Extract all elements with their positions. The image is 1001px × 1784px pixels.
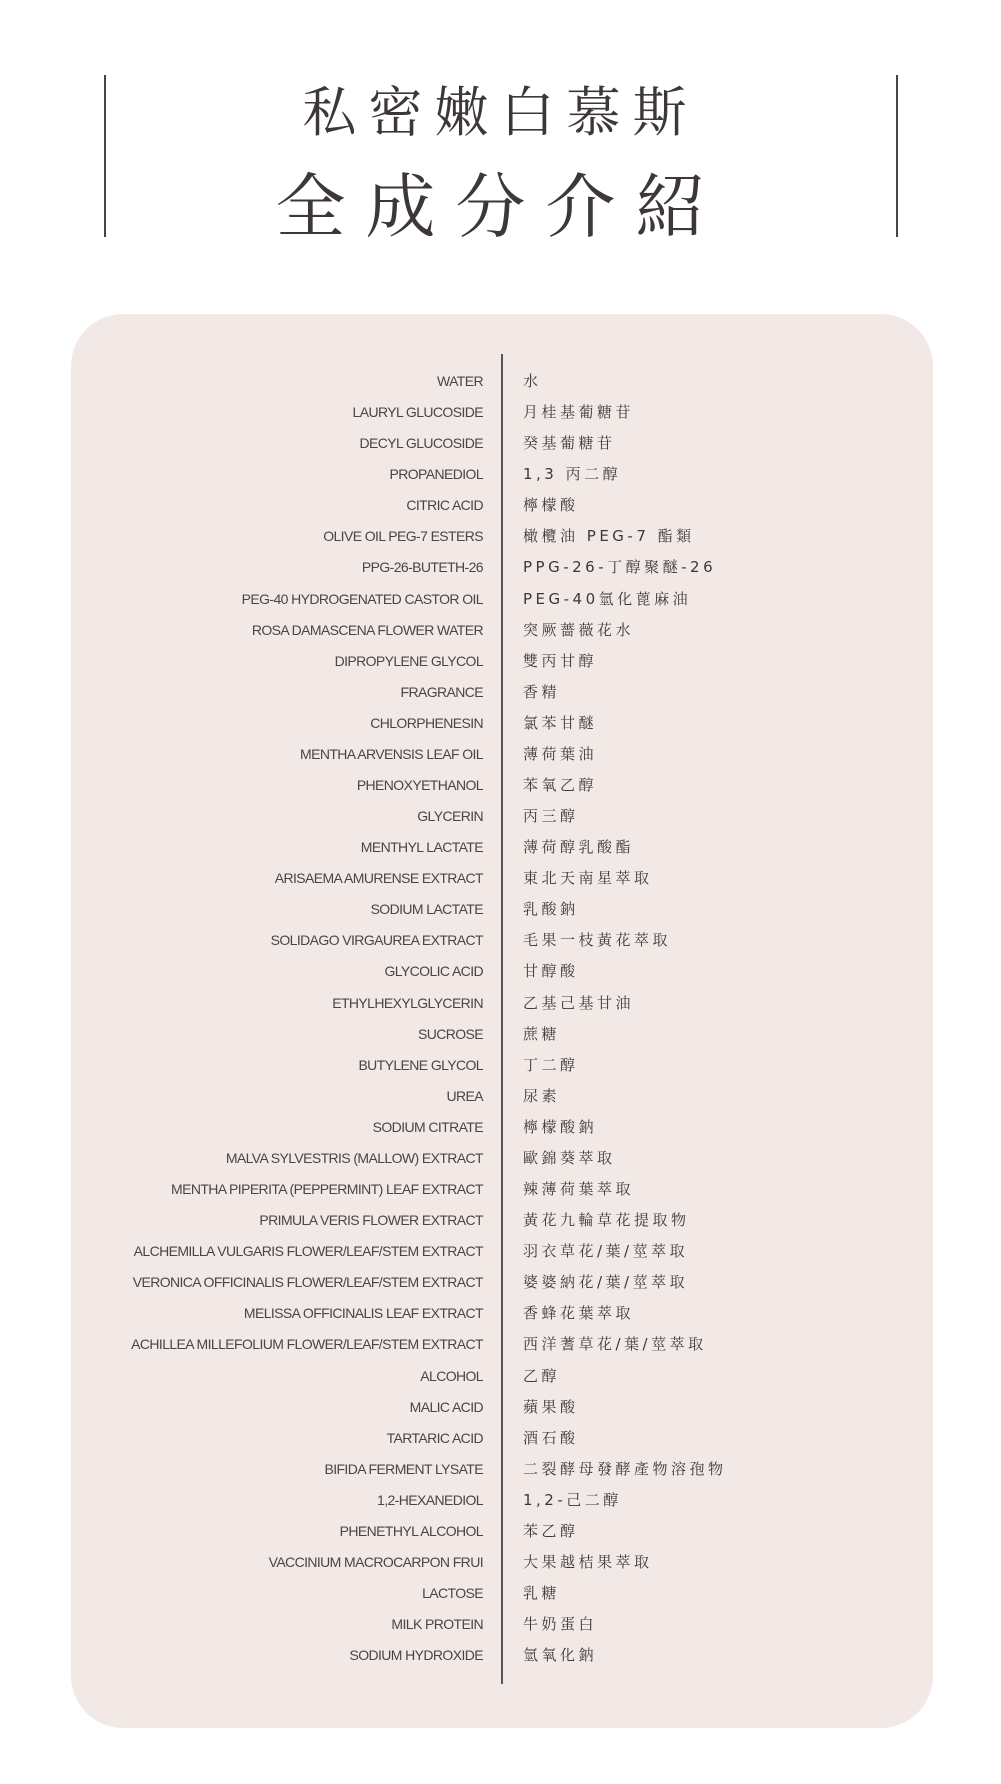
ingredient-row [0,1112,1001,1143]
ingredient-chinese-name: 歐錦葵萃取 [523,1148,616,1167]
ingredient-english-name: MENTHA PIPERITA (PEPPERMINT) LEAF EXTRACT [171,1181,483,1198]
ingredient-english-name: PROPANEDIOL [389,466,483,483]
ingredient-chinese-name: 1,2-己二醇 [523,1490,622,1509]
ingredient-row [0,925,1001,956]
ingredient-english-name: GLYCERIN [417,808,483,825]
ingredient-row [0,1050,1001,1081]
section-title: 全成分介紹 [275,166,726,248]
ingredient-list [0,366,1001,1671]
ingredient-row [0,1236,1001,1267]
ingredient-row [0,1143,1001,1174]
ingredient-row [0,1019,1001,1050]
ingredient-chinese-name: 羽衣草花/葉/莖萃取 [523,1242,689,1261]
ingredient-chinese-name: 乳糖 [523,1584,561,1603]
ingredient-chinese-name: 水 [523,372,542,390]
ingredient-row [0,894,1001,925]
ingredient-chinese-name: 丙三醇 [523,807,579,826]
ingredient-chinese-name: 檸檬酸鈉 [523,1117,598,1136]
ingredient-chinese-name: PEG-40氫化蓖麻油 [523,589,692,608]
ingredient-english-name: ETHYLHEXYLGLYCERIN [332,994,483,1011]
ingredient-english-name: ACHILLEA MILLEFOLIUM FLOWER/LEAF/STEM EXTRACT [131,1336,483,1353]
ingredient-chinese-name: 檸檬酸 [523,496,579,515]
ingredient-row [0,1516,1001,1547]
ingredient-english-name: MELISSA OFFICINALIS LEAF EXTRACT [243,1305,483,1322]
ingredient-chinese-name: 1,3 丙二醇 [523,465,622,484]
ingredient-english-name: DECYL GLUCOSIDE [359,435,483,452]
ingredient-row [0,366,1001,397]
ingredient-english-name: MALVA SYLVESTRIS (MALLOW) EXTRACT [225,1149,483,1166]
ingredient-chinese-name: 酒石酸 [523,1428,579,1447]
ingredient-row [0,832,1001,863]
ingredient-chinese-name: 牛奶蛋白 [523,1615,598,1634]
ingredient-english-name: MENTHYL LACTATE [360,839,483,856]
ingredient-row [0,1454,1001,1485]
ingredient-row [0,1174,1001,1205]
ingredient-chinese-name: 乳酸鈉 [523,900,579,919]
ingredient-english-name: LAURYL GLUCOSIDE [352,404,483,421]
ingredient-chinese-name: 毛果一枝黃花萃取 [523,931,672,950]
ingredient-english-name: ALCOHOL [420,1367,483,1384]
ingredient-english-name: GLYCOLIC ACID [384,963,483,980]
ingredient-english-name: OLIVE OIL PEG-7 ESTERS [323,528,483,545]
ingredient-row [0,1640,1001,1671]
ingredient-row [0,1081,1001,1112]
ingredient-row [0,1361,1001,1392]
ingredient-english-name: SUCROSE [417,1025,483,1042]
ingredient-chinese-name: PPG-26-丁醇聚醚-26 [523,558,717,577]
ingredient-row [0,863,1001,894]
ingredient-row [0,956,1001,987]
ingredient-chinese-name: 西洋蓍草花/葉/莖萃取 [523,1335,707,1354]
ingredient-english-name: SOLIDAGO VIRGAUREA EXTRACT [270,932,483,949]
ingredient-chinese-name: 香蜂花葉萃取 [523,1304,635,1323]
ingredient-row [0,552,1001,583]
ingredient-chinese-name: 乙醇 [523,1366,561,1385]
ingredient-chinese-name: 薄荷醇乳酸酯 [523,838,635,857]
ingredient-row [0,801,1001,832]
ingredient-english-name: MILK PROTEIN [391,1616,483,1633]
ingredient-chinese-name: 大果越桔果萃取 [523,1552,653,1571]
ingredient-row [0,1392,1001,1423]
ingredient-row [0,1329,1001,1360]
ingredient-row [0,615,1001,646]
ingredient-chinese-name: 氫氧化鈉 [523,1646,598,1665]
ingredient-english-name: SODIUM LACTATE [370,901,483,918]
ingredient-row [0,739,1001,770]
ingredient-english-name: SODIUM HYDROXIDE [349,1647,483,1664]
ingredient-english-name: ROSA DAMASCENA FLOWER WATER [251,621,483,638]
ingredient-chinese-name: 黃花九輪草花提取物 [523,1211,690,1230]
ingredient-chinese-name: 癸基葡糖苷 [523,434,616,453]
ingredient-english-name: PHENETHYL ALCOHOL [339,1522,483,1539]
ingredient-chinese-name: 氯苯甘醚 [523,713,598,732]
ingredient-chinese-name: 乙基己基甘油 [523,993,635,1012]
ingredient-chinese-name: 薄荷葉油 [523,744,598,763]
ingredient-english-name: VACCINIUM MACROCARPON FRUI [268,1553,483,1570]
ingredient-row [0,1267,1001,1298]
ingredient-chinese-name: 月桂基葡糖苷 [523,403,635,422]
ingredient-chinese-name: 香精 [523,682,561,701]
ingredient-chinese-name: 丁二醇 [523,1055,579,1074]
ingredient-row [0,521,1001,552]
ingredient-chinese-name: 雙丙甘醇 [523,651,598,670]
ingredient-row [0,490,1001,521]
ingredient-english-name: BUTYLENE GLYCOL [358,1056,483,1073]
ingredient-row [0,770,1001,801]
ingredient-english-name: DIPROPYLENE GLYCOL [334,652,483,669]
ingredient-english-name: CHLORPHENESIN [370,714,483,731]
ingredient-row [0,1205,1001,1236]
ingredient-chinese-name: 橄欖油 PEG-7 酯類 [523,527,695,546]
ingredient-english-name: PPG-26-BUTETH-26 [361,559,483,576]
ingredient-english-name: VERONICA OFFICINALIS FLOWER/LEAF/STEM EXTRACT [132,1274,483,1291]
ingredient-chinese-name: 尿素 [523,1086,561,1105]
ingredient-row [0,459,1001,490]
ingredient-row [0,1578,1001,1609]
ingredient-row [0,1547,1001,1578]
ingredient-english-name: MENTHA ARVENSIS LEAF OIL [300,745,483,762]
ingredient-english-name: PHENOXYETHANOL [356,777,483,794]
ingredient-row [0,646,1001,677]
ingredient-row [0,1423,1001,1454]
ingredient-chinese-name: 苯氧乙醇 [523,776,598,795]
ingredient-row [0,397,1001,428]
ingredient-row [0,988,1001,1019]
ingredient-english-name: BIFIDA FERMENT LYSATE [324,1460,483,1477]
ingredient-english-name: ALCHEMILLA VULGARIS FLOWER/LEAF/STEM EXTRACT [133,1243,483,1260]
ingredient-english-name: 1,2-HEXANEDIOL [377,1491,483,1508]
ingredient-chinese-name: 蔗糖 [523,1024,561,1043]
ingredient-chinese-name: 蘋果酸 [523,1397,579,1416]
ingredient-english-name: SODIUM CITRATE [372,1118,483,1135]
ingredient-english-name: CITRIC ACID [406,497,483,514]
ingredient-row [0,584,1001,615]
ingredient-row [0,1298,1001,1329]
ingredient-chinese-name: 辣薄荷葉萃取 [523,1180,635,1199]
ingredient-chinese-name: 東北天南星萃取 [523,869,653,888]
ingredient-chinese-name: 甘醇酸 [523,962,579,981]
ingredient-english-name: MALIC ACID [409,1398,483,1415]
ingredient-english-name: TARTARIC ACID [386,1429,483,1446]
ingredient-row [0,677,1001,708]
ingredient-english-name: FRAGRANCE [400,683,483,700]
ingredient-chinese-name: 二裂酵母發酵產物溶孢物 [523,1459,727,1478]
ingredient-english-name: UREA [446,1087,483,1104]
ingredient-chinese-name: 苯乙醇 [523,1521,579,1540]
header [0,0,1001,260]
ingredient-row [0,1609,1001,1640]
ingredient-row [0,428,1001,459]
ingredient-chinese-name: 婆婆納花/葉/莖萃取 [523,1273,689,1292]
ingredient-row [0,708,1001,739]
ingredient-english-name: PRIMULA VERIS FLOWER EXTRACT [259,1212,483,1229]
ingredient-english-name: WATER [437,373,483,389]
ingredient-english-name: ARISAEMA AMURENSE EXTRACT [274,870,483,887]
ingredient-row [0,1485,1001,1516]
ingredient-chinese-name: 突厥薔薇花水 [523,620,635,639]
ingredient-english-name: PEG-40 HYDROGENATED CASTOR OIL [241,590,483,607]
product-title: 私密嫩白慕斯 [302,81,699,144]
ingredient-english-name: LACTOSE [422,1585,483,1602]
